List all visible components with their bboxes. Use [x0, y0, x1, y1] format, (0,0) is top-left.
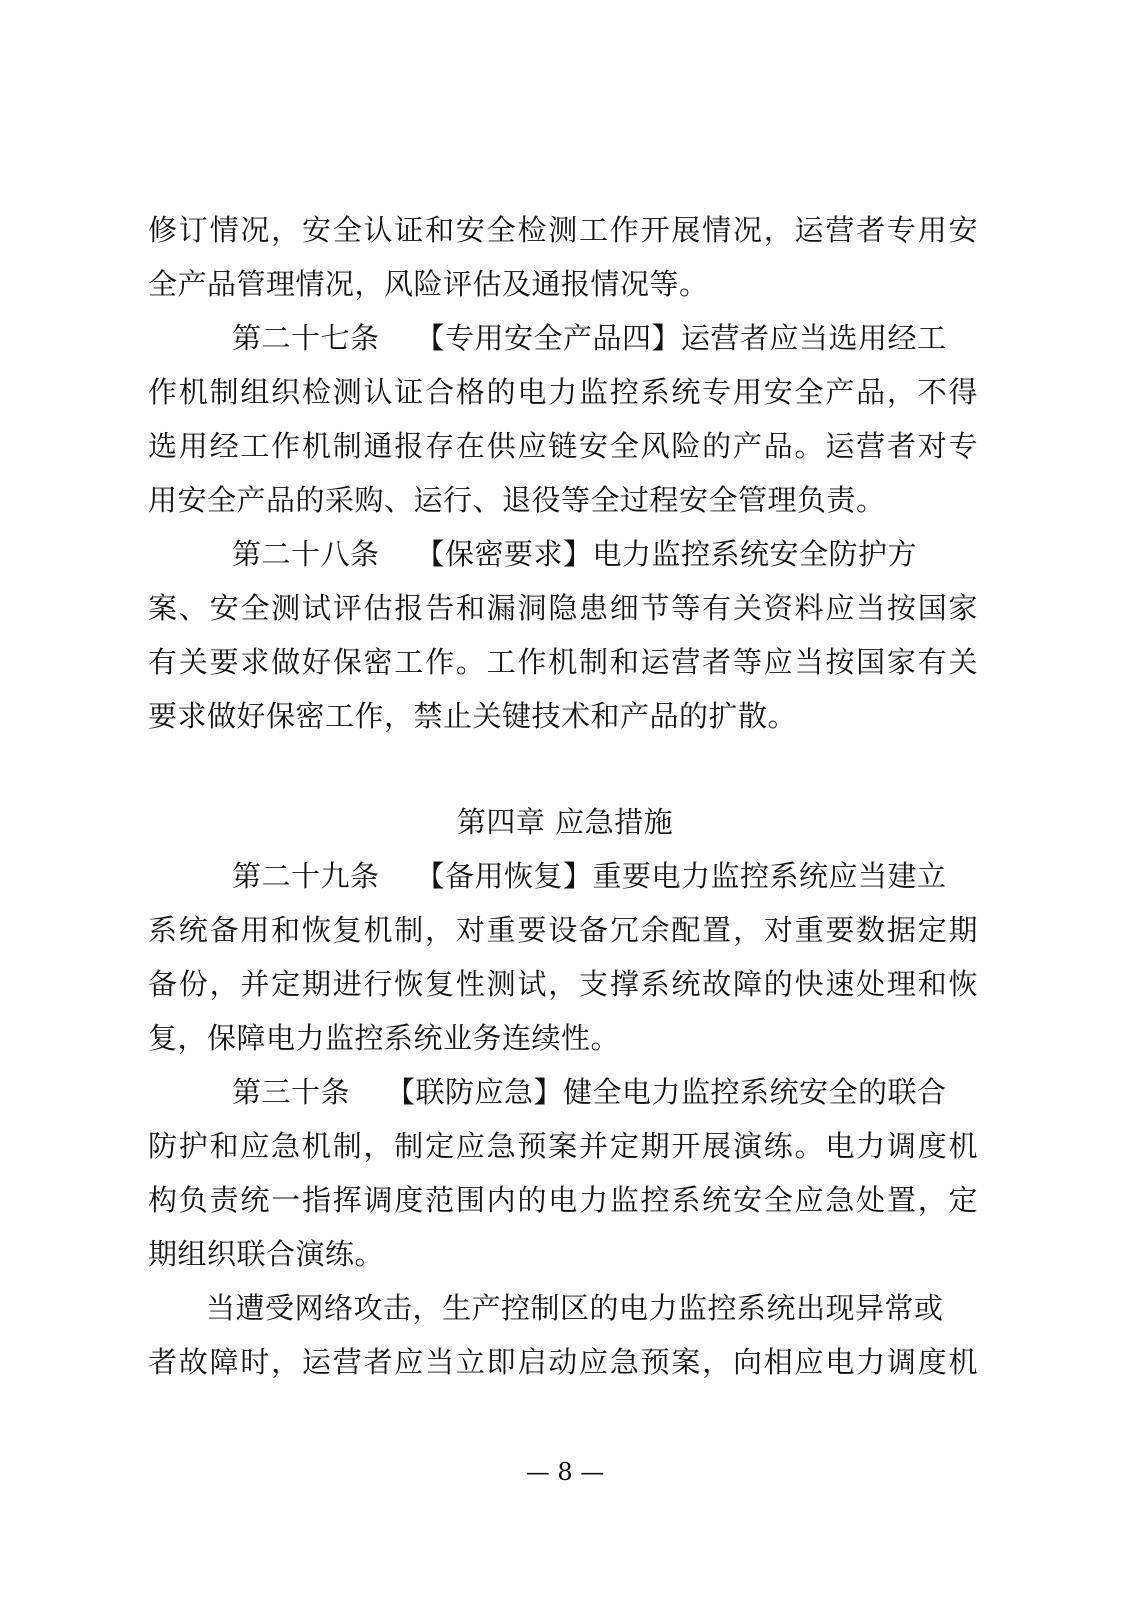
article-text: 【保密要求】电力监控系统安全防护方 [415, 537, 918, 571]
article-first-line [148, 1065, 978, 1119]
article-text: 【专用安全产品四】运营者应当选用经工 [415, 321, 947, 355]
article-text: 【联防应急】健全电力监控系统安全的联合 [386, 1075, 947, 1109]
article-number: 第三十条 [232, 1075, 351, 1109]
article-first-line [148, 311, 978, 365]
article-28 [148, 527, 978, 743]
text-line: 者故障时，运营者应当立即启动应急预案，向相应电力调度机 [148, 1345, 978, 1379]
text-line: 全产品管理情况，风险评估及通报情况等。 [148, 267, 709, 301]
text-line: 案、安全测试评估报告和漏洞隐患细节等有关资料应当按国家 [148, 591, 978, 625]
text-line: 用安全产品的采购、运行、退役等全过程安全管理负责。 [148, 483, 886, 517]
text-line: 防护和应急机制，制定应急预案并定期开展演练。电力调度机 [148, 1129, 978, 1163]
text-line: 作机制组织检测认证合格的电力监控系统专用安全产品，不得 [148, 375, 978, 409]
text-line: 修订情况，安全认证和安全检测工作开展情况，运营者专用安 [148, 213, 978, 247]
article-29 [148, 849, 978, 1065]
article-first-line [148, 849, 978, 903]
text-line: 构负责统一指挥调度范围内的电力监控系统安全应急处置，定 [148, 1183, 978, 1217]
article-number: 第二十八条 [232, 537, 380, 571]
text-line: 要求做好保密工作，禁止关键技术和产品的扩散。 [148, 699, 798, 733]
text-line: 系统备用和恢复机制，对重要设备冗余配置，对重要数据定期 [148, 913, 978, 947]
article-number: 第二十七条 [232, 321, 380, 355]
text-line: 选用经工作机制通报存在供应链安全风险的产品。运营者对专 [148, 429, 978, 463]
text-line: 复，保障电力监控系统业务连续性。 [148, 1021, 621, 1055]
article-number: 第二十九条 [232, 859, 380, 893]
page-number: — 8 — [525, 1458, 605, 1486]
chapter-heading: 第四章 应急措施 [456, 805, 674, 839]
text-line: 当遭受网络攻击，生产控制区的电力监控系统出现异常或 [206, 1291, 944, 1325]
continuation-paragraph [148, 203, 978, 311]
text-line: 有关要求做好保密工作。工作机制和运营者等应当按国家有关 [148, 645, 978, 679]
article-first-line [148, 527, 978, 581]
article-30 [148, 1065, 978, 1281]
text-line: 期组织联合演练。 [148, 1237, 385, 1271]
article-text: 【备用恢复】重要电力监控系统应当建立 [415, 859, 947, 893]
text-line: 备份，并定期进行恢复性测试，支撑系统故障的快速处理和恢 [148, 967, 978, 1001]
article-27 [148, 311, 978, 527]
emergency-paragraph [148, 1281, 978, 1389]
